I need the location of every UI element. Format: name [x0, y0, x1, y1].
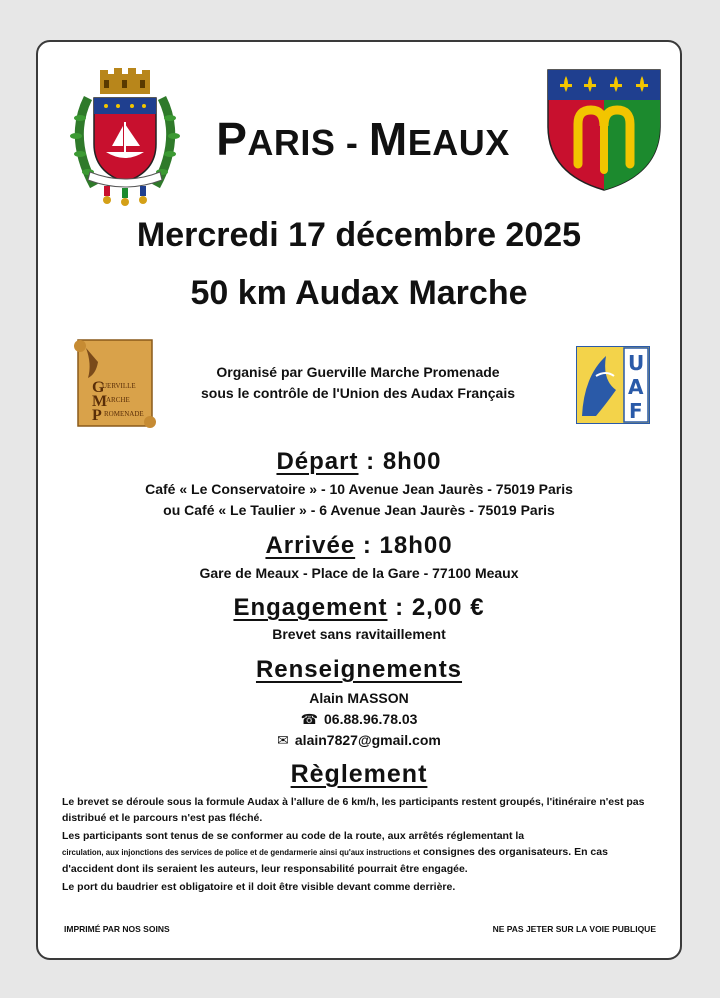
footer-printed: IMPRIMÉ PAR NOS SOINS	[64, 924, 170, 934]
email-icon: ✉	[277, 732, 289, 748]
reglement-text	[62, 794, 660, 897]
depart-time: : 8h00	[358, 448, 442, 475]
rule-paragraph-3: Le port du baudrier est obligatoire et il doit être visible devant comme derrière.	[62, 881, 456, 893]
uaf-letter-u: U	[628, 351, 645, 375]
engagement-price: : 2,00 €	[387, 594, 485, 621]
arrivee-section	[38, 532, 680, 584]
depart-heading	[38, 448, 680, 476]
gmp-initial-g: G	[92, 379, 105, 396]
engagement-note: Brevet sans ravitaillement	[272, 626, 446, 642]
footer-notice: NE PAS JETER SUR LA VOIE PUBLIQUE	[492, 924, 656, 934]
contact-name: Alain MASSON	[309, 690, 409, 706]
uaf-letter-a: A	[628, 375, 644, 399]
gmp-word-1: UERVILLE	[102, 382, 136, 390]
arrivee-address: Gare de Meaux - Place de la Gare - 77100 Meaux	[199, 565, 519, 581]
renseignements-label: Renseignements	[255, 656, 463, 683]
poster-title: PARIS - MEAUX	[216, 113, 510, 165]
rule-paragraph-1: Le brevet se déroule sous la formule Audax à l'allure de 6 km/h, les participants restent groupés, l'itinéraire n'est pas distribué et le parcours n'est pas fléché.	[62, 796, 645, 824]
depart-address-2: ou Café « Le Taulier » - 6 Avenue Jean Jaurès - 75019 Paris	[163, 502, 555, 518]
arrivee-label: Arrivée	[265, 532, 356, 559]
rule-paragraph-2: Les participants sont tenus de se conformer au code de la route, aux arrêtés réglementant la circulation, aux injonctions des services de police et de gendarmerie ainsi qu'aux instructions et consignes des organisateurs. En cas d'accident dont ils seraient les auteurs, leur responsabilité pourrait être engagée.	[62, 830, 608, 875]
phone-icon: ☎	[300, 711, 319, 727]
engagement-section	[38, 594, 680, 645]
organizer-line-2: sous le contrôle de l'Union des Audax Français	[201, 385, 515, 401]
renseignements-section	[38, 656, 680, 751]
engagement-label: Engagement	[233, 594, 388, 621]
gmp-initial-p: P	[92, 407, 102, 424]
event-date: Mercredi 17 décembre 2025	[136, 216, 582, 254]
meaux-coat-of-arms	[544, 66, 664, 194]
poster-page	[36, 40, 682, 960]
contact-email[interactable]: alain7827@gmail.com	[294, 732, 441, 748]
arrivee-heading	[38, 532, 680, 560]
gmp-word-2: ARCHE	[106, 396, 130, 404]
reglement-heading: Règlement	[290, 760, 428, 788]
depart-section	[38, 448, 680, 521]
depart-label: Départ	[276, 448, 359, 475]
paris-coat-of-arms	[66, 68, 184, 208]
depart-address-1: Café « Le Conservatoire » - 10 Avenue Jean Jaurès - 75019 Paris	[145, 481, 573, 497]
event-name: 50 km Audax Marche	[190, 274, 528, 312]
engagement-heading	[38, 594, 680, 622]
gmp-word-3: ROMENADE	[104, 410, 144, 418]
uaf-logo	[576, 346, 650, 424]
contact-phone-row	[38, 709, 680, 730]
uaf-letter-f: F	[629, 399, 643, 423]
contact-email-row	[38, 730, 680, 751]
contact-phone: 06.88.96.78.03	[324, 711, 418, 727]
gmp-initial-m: M	[92, 393, 108, 410]
guerville-logo	[72, 334, 158, 432]
organizer-line-1: Organisé par Guerville Marche Promenade	[216, 364, 500, 380]
organizer-info	[158, 362, 558, 404]
arrivee-time: : 18h00	[355, 532, 453, 559]
